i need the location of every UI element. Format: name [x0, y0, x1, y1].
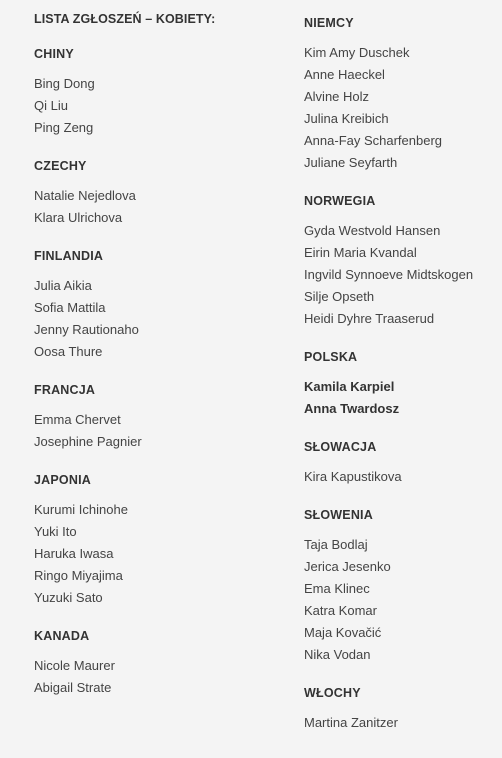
- athlete-name: Taja Bodlaj: [304, 537, 368, 552]
- athlete-name: Josephine Pagnier: [34, 434, 142, 449]
- athlete-list: [34, 185, 284, 229]
- athlete-name: Juliane Seyfarth: [304, 155, 398, 170]
- athlete-list: [34, 409, 284, 453]
- country-heading: CHINY: [34, 47, 74, 61]
- athlete-name: Qi Liu: [34, 98, 68, 113]
- athlete-list: [34, 275, 284, 363]
- page-title: LISTA ZGŁOSZEŃ – KOBIETY:: [34, 12, 216, 26]
- athlete-name: Heidi Dyhre Traaserud: [304, 311, 435, 326]
- athlete-name: Jerica Jesenko: [304, 559, 391, 574]
- athlete-name: Ema Klinec: [304, 581, 370, 596]
- country-heading: FRANCJA: [34, 383, 96, 397]
- athlete-name: Ping Zeng: [34, 120, 94, 135]
- athlete-name: Yuki Ito: [34, 524, 77, 539]
- athlete-name: Alvine Holz: [304, 89, 370, 104]
- athlete-name: Julia Aikia: [34, 278, 92, 293]
- athlete-name: Klara Ulrichova: [34, 210, 123, 225]
- athlete-name: Kim Amy Duschek: [304, 45, 410, 60]
- country-heading: SŁOWACJA: [304, 440, 377, 454]
- country-section-slowenia: [304, 507, 502, 666]
- athlete-name: Ringo Miyajima: [34, 568, 123, 583]
- athlete-name: Kamila Karpiel: [304, 379, 395, 394]
- athlete-name: Anna-Fay Scharfenberg: [304, 133, 443, 148]
- country-section-wlochy: [304, 685, 502, 734]
- country-section-japonia: [34, 472, 284, 609]
- athlete-name: Silje Opseth: [304, 289, 375, 304]
- country-heading: NIEMCY: [304, 16, 354, 30]
- athlete-name: Maja Kovačić: [304, 625, 382, 640]
- athlete-name: Anne Haeckel: [304, 67, 385, 82]
- athlete-list: [304, 42, 502, 174]
- country-heading: WŁOCHY: [304, 686, 361, 700]
- athlete-name: Haruka Iwasa: [34, 546, 114, 561]
- athlete-name: Julina Kreibich: [304, 111, 389, 126]
- country-heading: POLSKA: [304, 350, 358, 364]
- athlete-name: Sofia Mattila: [34, 300, 106, 315]
- athlete-name: Nicole Maurer: [34, 658, 115, 673]
- country-section-francja: [34, 382, 284, 453]
- country-heading: CZECHY: [34, 159, 87, 173]
- athlete-list: [34, 73, 284, 139]
- country-section-niemcy: [304, 15, 502, 174]
- athlete-list: [34, 499, 284, 609]
- athlete-name: Natalie Nejedlova: [34, 188, 136, 203]
- right-groups: [304, 15, 502, 734]
- athlete-list: [34, 655, 284, 699]
- country-section-finlandia: [34, 248, 284, 363]
- left-groups: [34, 46, 284, 699]
- country-section-polska: [304, 349, 502, 420]
- athlete-list: [304, 376, 502, 420]
- athlete-list: [304, 466, 502, 488]
- right-column: [304, 0, 502, 734]
- country-heading: JAPONIA: [34, 473, 91, 487]
- athlete-name: Bing Dong: [34, 76, 95, 91]
- country-section-norwegia: [304, 193, 502, 330]
- athlete-list: [304, 712, 502, 734]
- athlete-name: Kurumi Ichinohe: [34, 502, 128, 517]
- athlete-list: [304, 534, 502, 666]
- athlete-name: Martina Zanitzer: [304, 715, 398, 730]
- country-heading: FINLANDIA: [34, 249, 104, 263]
- athlete-name: Abigail Strate: [34, 680, 112, 695]
- athlete-name: Kira Kapustikova: [304, 469, 402, 484]
- country-heading: SŁOWENIA: [304, 508, 373, 522]
- athlete-name: Nika Vodan: [304, 647, 371, 662]
- athlete-name: Emma Chervet: [34, 412, 121, 427]
- athlete-name: Ingvild Synnoeve Midtskogen: [304, 267, 474, 282]
- athlete-name: Yuzuki Sato: [34, 590, 103, 605]
- athlete-name: Gyda Westvold Hansen: [304, 223, 441, 238]
- athlete-name: Jenny Rautionaho: [34, 322, 139, 337]
- country-heading: NORWEGIA: [304, 194, 376, 208]
- athlete-list: [304, 220, 502, 330]
- country-heading: KANADA: [34, 629, 90, 643]
- country-section-czechy: [34, 158, 284, 229]
- country-section-kanada: [34, 628, 284, 699]
- athlete-name: Anna Twardosz: [304, 401, 400, 416]
- left-column: [34, 0, 284, 699]
- athlete-name: Katra Komar: [304, 603, 377, 618]
- athlete-name: Eirin Maria Kvandal: [304, 245, 417, 260]
- country-section-slowacja: [304, 439, 502, 488]
- country-section-chiny: [34, 46, 284, 139]
- athlete-name: Oosa Thure: [34, 344, 103, 359]
